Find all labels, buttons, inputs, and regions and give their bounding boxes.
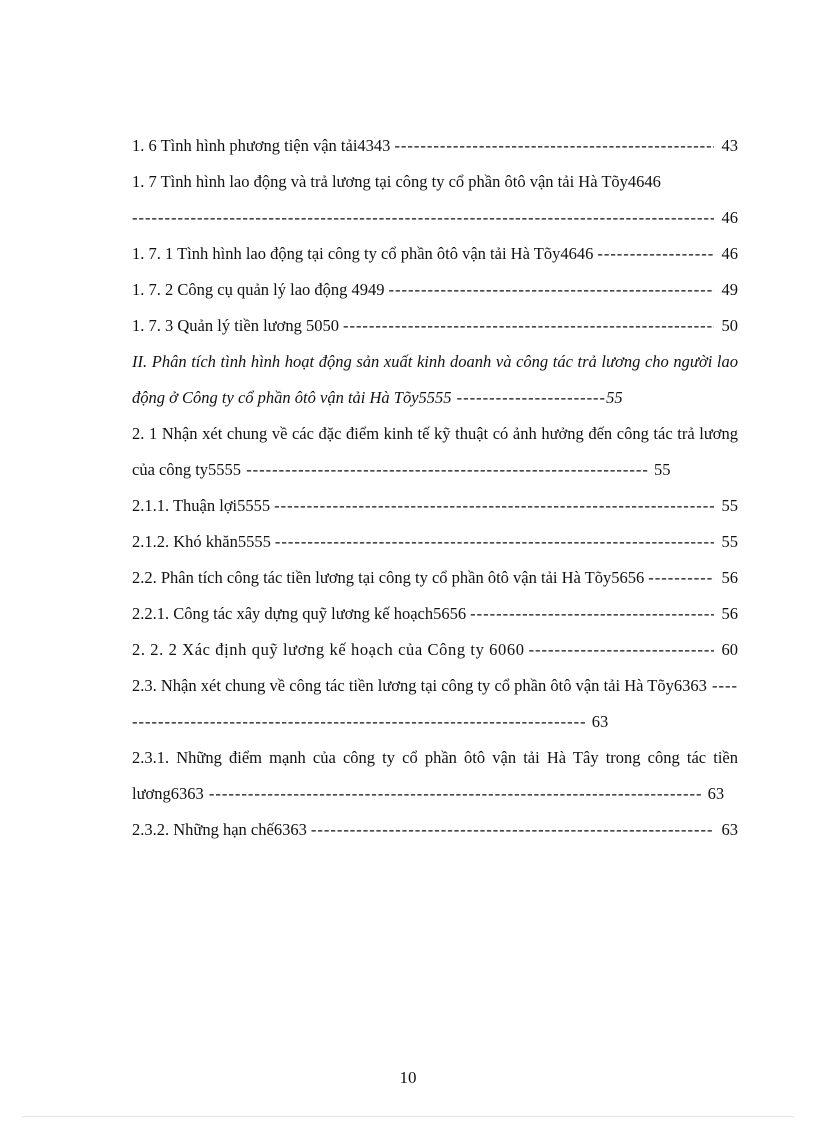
toc-entry[interactable]	[132, 812, 738, 848]
toc-entry-page: 56	[721, 604, 738, 623]
leader-dots	[311, 812, 714, 848]
toc-entry-line	[132, 200, 738, 236]
toc-entry-page: 56	[721, 568, 738, 587]
toc-entry-text: II. Phân tích tình hình hoạt động sản xuất kinh doanh và công tác trả lương cho người lao động ở Công ty cổ phần ôtô vận tải Hà Tõy5555	[132, 352, 738, 407]
leader-dots	[132, 200, 714, 236]
toc-entry[interactable]	[132, 128, 738, 164]
toc-entry-line	[132, 164, 738, 200]
page-number: 10	[399, 1068, 417, 1087]
leader-dots	[275, 524, 714, 560]
toc-entry-text: 2.2. Phân tích công tác tiền lương tại công ty cổ phần ôtô vận tải Hà Tõy5656	[132, 568, 645, 587]
toc-entry[interactable]: 2.3. Nhận xét chung về công tác tiền lương tại công ty cổ phần ôtô vận tải Hà Tõy6363 -------------------------------------------------------------------------- 63	[132, 676, 738, 731]
toc-entry-text: 2.3. Nhận xét chung về công tác tiền lương tại công ty cổ phần ôtô vận tải Hà Tõy6363	[132, 676, 707, 695]
toc-entry-page: 50	[721, 316, 738, 335]
toc-entry-text: 2. 2. 2 Xác định quỹ lương kế hoạch của Công ty 6060	[132, 640, 525, 659]
toc-entry[interactable]	[132, 272, 738, 308]
toc-entry-text: 2.1.2. Khó khăn5555	[132, 532, 271, 551]
leader-dots	[343, 308, 714, 344]
toc-entry[interactable]	[132, 524, 738, 560]
toc-entry[interactable]	[132, 560, 738, 596]
toc-entry-page: 55	[721, 532, 738, 551]
toc-entry-page: 43	[721, 136, 738, 155]
toc-entry-page: 46	[721, 208, 738, 227]
toc-entry-text: 2. 1 Nhận xét chung về các đặc điểm kinh tế kỹ thuật có ảnh hưởng đến công tác trả lương của công ty5555	[132, 424, 738, 479]
toc-entry-text: 1. 7 Tình hình lao động và trả lương tại công ty cổ phần ôtô vận tải Hà Tõy4646	[132, 172, 661, 191]
toc-entry-page: 55	[606, 388, 623, 407]
toc-entry[interactable]	[132, 308, 738, 344]
table-of-contents	[132, 128, 738, 848]
toc-entry[interactable]	[132, 632, 738, 668]
toc-entry-text: 1. 7. 2 Công cụ quản lý lao động 4949	[132, 280, 385, 299]
toc-entry[interactable]: 2.3.1. Những điểm mạnh của công ty cổ phần ôtô vận tải Hà Tây trong công tác tiền lương6363 ---------------------------------------------------------------------------- 63	[132, 748, 738, 803]
toc-entry-text: 2.3.1. Những điểm mạnh của công ty cổ phần ôtô vận tải Hà Tây trong công tác tiền lương6363	[132, 748, 738, 803]
leader-dots	[648, 560, 714, 596]
toc-entry-page: 55	[721, 496, 738, 515]
toc-entry-page: 60	[721, 640, 738, 659]
toc-entry[interactable]: 2. 1 Nhận xét chung về các đặc điểm kinh tế kỹ thuật có ảnh hưởng đến công tác trả lương của công ty5555 -------------------------------------------------------------- 55	[132, 424, 738, 479]
toc-entry[interactable]	[132, 596, 738, 632]
leader-dots	[529, 632, 714, 668]
leader-dots	[597, 236, 714, 272]
toc-entry-text: 2.3.2. Những hạn chế6363	[132, 820, 307, 839]
toc-entry-page: 63	[591, 712, 609, 731]
toc-entry-page: 55	[653, 460, 671, 479]
toc-entry-page: 63	[707, 784, 725, 803]
toc-entry-text: 1. 6 Tình hình phương tiện vận tải4343	[132, 136, 391, 155]
toc-entry[interactable]	[132, 236, 738, 272]
page-bottom-edge	[22, 1116, 794, 1117]
toc-entry[interactable]	[132, 488, 738, 524]
leader-dots	[274, 488, 714, 524]
toc-entry[interactable]	[132, 164, 738, 236]
toc-entry-page: 49	[721, 280, 738, 299]
toc-entry-text: 1. 7. 3 Quản lý tiền lương 5050	[132, 316, 339, 335]
toc-entry-page: 63	[721, 820, 738, 839]
toc-entry-italic[interactable]: II. Phân tích tình hình hoạt động sản xuất kinh doanh và công tác trả lương cho người lao động ở Công ty cổ phần ôtô vận tải Hà Tõy5555 -----------------------55	[132, 352, 738, 407]
toc-entry-page: 46	[721, 244, 738, 263]
toc-entry-text: 2.2.1. Công tác xây dựng quỹ lương kế hoạch5656	[132, 604, 467, 623]
leader-dots	[470, 596, 714, 632]
toc-entry-text: 2.1.1. Thuận lợi5555	[132, 496, 271, 515]
toc-entry-text: 1. 7. 1 Tình hình lao động tại công ty cổ phần ôtô vận tải Hà Tõy4646	[132, 244, 594, 263]
leader-dots	[389, 272, 714, 308]
leader-dots	[394, 128, 714, 164]
